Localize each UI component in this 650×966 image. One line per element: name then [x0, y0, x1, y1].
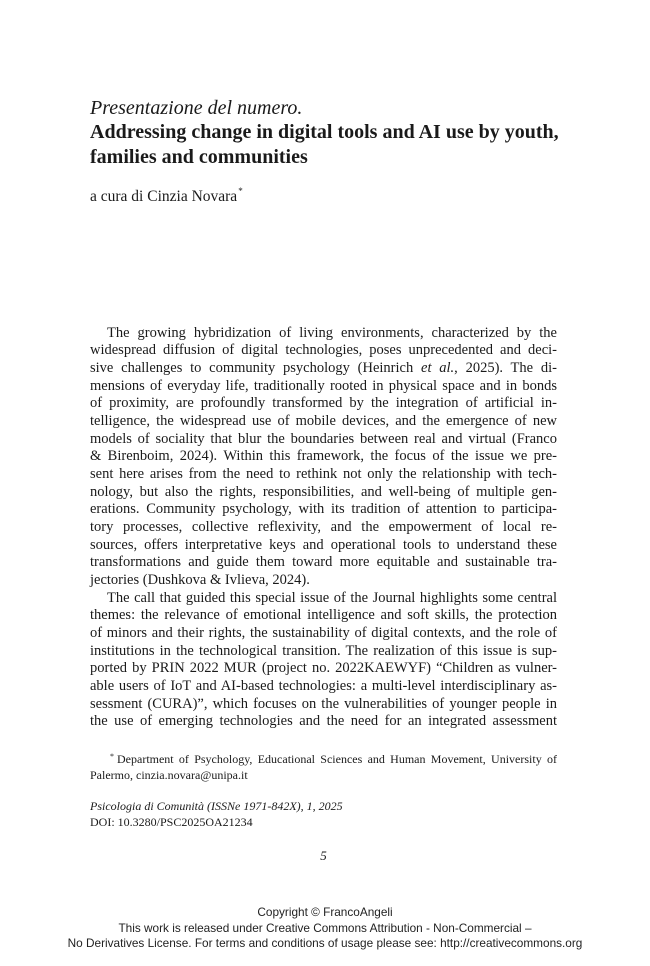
- body-line: & Birenboim, 2024). Within this framework, the focus of the issue we pre-: [90, 448, 557, 465]
- body-line: telligence, the widespread use of mobile devices, and the emergence of new: [90, 412, 557, 429]
- body-line: of minors and their rights, the sustainability of digital contexts, and the role of: [90, 624, 557, 641]
- body-line: erations. Community psychology, with its tradition of attention to participa-: [90, 501, 557, 518]
- body-text-segment: sive challenges to community psychology (Heinrich: [90, 359, 422, 376]
- italic-citation-segment: et al.: [421, 359, 455, 376]
- body-line: sources, offers interpretative keys and operational tools to understand these: [90, 536, 557, 553]
- article-body: [90, 325, 557, 731]
- license-line: This work is released under Creative Commons Attribution - Non-Commercial –: [118, 920, 532, 935]
- body-line: ported by PRIN 2022 MUR (project no. 2022KAEWYF) “Children as vulner-: [90, 660, 557, 677]
- body-line: tory processes, collective reflexivity, and the empowerment of local re-: [90, 518, 557, 535]
- article-header: [90, 96, 570, 170]
- body-line: mensions of everyday life, traditionally rooted in physical space and in bonds: [90, 377, 557, 394]
- article-title-line: Addressing change in digital tools and AI use by youth,: [90, 121, 559, 144]
- body-line: transformations and guide them toward more equitable and sustainable tra-: [90, 554, 557, 571]
- body-text-segment: , 2025). The di-: [454, 359, 557, 376]
- body-line: of proximity, are profoundly transformed by the integration of artificial in-: [90, 395, 557, 412]
- page-number: 5: [320, 848, 327, 863]
- article-title-line: families and communities: [90, 145, 308, 168]
- journal-citation: Psicologia di Comunità (ISSNe 1971-842X), 1, 2025: [90, 799, 343, 813]
- body-line: widespread diffusion of digital technologies, poses unprecedented and deci-: [90, 342, 557, 359]
- editor-credit: [90, 187, 243, 208]
- section-kicker: Presentazione del numero.: [90, 96, 303, 119]
- body-line: able users of IoT and AI-based technologies: a multi-level interdisciplinary as-: [90, 677, 557, 694]
- footnote-text: Department of Psychology, Educational Sciences and Human Movement, University of: [117, 751, 557, 766]
- footnote-line: Palermo, cinzia.novara@unipa.it: [90, 768, 248, 783]
- body-line: The growing hybridization of living environments, characterized by the: [107, 324, 557, 341]
- body-line: jectories (Dushkova & Ivlieva, 2024).: [90, 571, 310, 588]
- footnote-line: [90, 751, 557, 768]
- copyright-line: Copyright © FrancoAngeli: [257, 905, 393, 920]
- body-line: sent here arises from the need to rethink not only the relationship with tech-: [90, 465, 557, 482]
- footnote-marker: *: [110, 751, 114, 761]
- journal-info: [90, 798, 557, 830]
- body-line: institutions in the technological transition. The realization of this issue is sup-: [90, 642, 557, 659]
- body-line: The call that guided this special issue of the Journal highlights some central: [107, 589, 557, 606]
- body-line: the use of emerging technologies and the need for an integrated assessment: [90, 713, 557, 730]
- body-line: themes: the relevance of emotional intelligence and soft skills, the protection: [90, 607, 557, 624]
- license-footer: [0, 905, 650, 952]
- body-line: models of sociality that blur the boundaries between real and virtual (Franco: [90, 430, 557, 447]
- license-line: No Derivatives License. For terms and conditions of usage please see: http://creativecommons.org: [67, 936, 583, 951]
- footnote-marker: *: [238, 186, 243, 196]
- author-footnote: [90, 751, 557, 784]
- body-line: [90, 360, 557, 378]
- editor-name: a cura di Cinzia Novara: [90, 188, 238, 205]
- body-line: nology, but also the rights, responsibilities, and well-being of multiple gen-: [90, 483, 557, 500]
- body-line: sessment (CURA)”, which focuses on the vulnerabilities of younger people in: [90, 695, 557, 712]
- doi-text: DOI: 10.3280/PSC2025OA21234: [90, 815, 253, 829]
